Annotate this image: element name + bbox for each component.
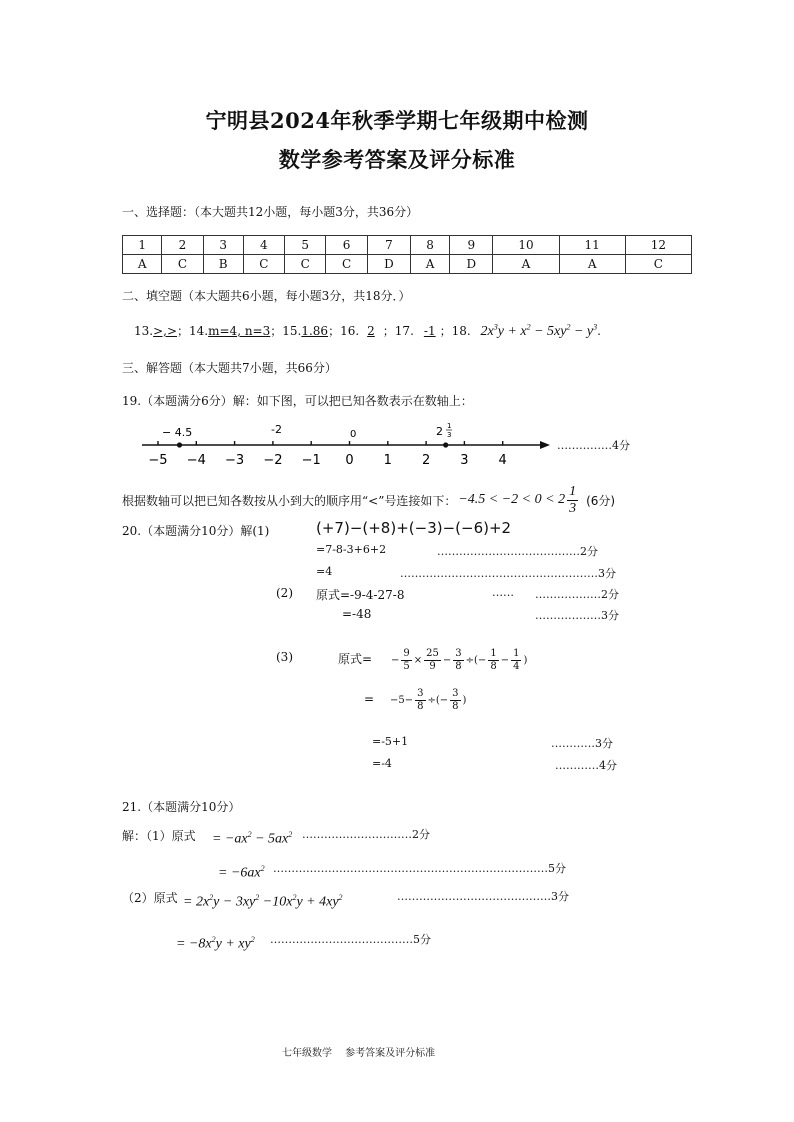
point-label-2-whole: 2: [436, 425, 443, 438]
fill-in-answers: [134, 322, 601, 340]
table-cell: 6: [326, 236, 367, 255]
q20-part1-line2: =7-8-3+6+2: [316, 543, 387, 556]
table-cell: 12: [625, 236, 691, 255]
point-label-minus-2: -2: [271, 423, 282, 436]
q20-part3-line3-score: …………3分: [551, 737, 613, 750]
q20-part3-equals: =: [364, 692, 375, 706]
table-cell: C: [625, 255, 691, 274]
q19-conclusion-text: 根据数轴可以把已知各数按从小到大的顺序用“<”号连接如下：: [122, 493, 457, 508]
close-paren: ): [462, 694, 467, 706]
q19-intro: 19.（本题满分6分）解：如下图，可以把已知各数表示在数轴上：: [122, 394, 473, 408]
q20-part3-line4-score: …………4分: [555, 759, 617, 772]
q14-answer: m=4, n=3: [208, 324, 271, 338]
point-2-1-3: [443, 442, 448, 447]
fraction-1-8: [488, 649, 498, 672]
number-line-tick-label: 3: [460, 453, 469, 468]
table-cell: C: [326, 255, 367, 274]
fraction-denominator: 8: [455, 660, 462, 672]
q20-part3-prefix: 原式=: [338, 652, 373, 666]
q16-prefix: ；16.: [328, 324, 360, 338]
fraction-1-4: [511, 649, 521, 672]
q20-part3-line2: [390, 683, 466, 717]
table-cell: C: [243, 255, 284, 274]
fraction-numerator: 1: [490, 647, 497, 659]
q20-part1-line3-score: ………………………………………………3分: [400, 567, 616, 580]
fraction-numerator: 3: [452, 687, 459, 699]
q18-end: .: [597, 324, 601, 338]
q21-part2-prefix: （2）原式: [122, 891, 178, 905]
answer-table: [122, 235, 692, 274]
q21-part2-line1-score: ……………………………………3分: [397, 890, 569, 903]
divide-open-paren: ÷(−: [465, 654, 487, 666]
answer-table-number-row: [123, 236, 692, 255]
q15-prefix: ；15.: [270, 324, 302, 338]
point-label-2-num: 1: [447, 422, 452, 430]
fraction-numerator: 3: [455, 647, 462, 659]
section1-heading: 一、选择题：（本大题共12小题，每小题3分，共36分）: [122, 205, 419, 219]
title-line-2: 数学参考答案及评分标准: [278, 147, 516, 172]
minus-sign: −: [442, 654, 452, 666]
q20-part1-line3: =4: [316, 565, 333, 578]
table-cell: 1: [123, 236, 162, 255]
fraction-25-9: [424, 649, 441, 672]
minus-sign: −: [500, 654, 510, 666]
q19-conclusion: [122, 480, 615, 520]
point-label-0: 0: [350, 429, 357, 440]
q19-score-line: ……………4分: [557, 439, 630, 452]
number-line-arrow: [540, 441, 550, 449]
q17-prefix: ；17.: [382, 324, 414, 338]
q20-part3-label: (3): [276, 650, 293, 664]
q21-label: 21.（本题满分10分）: [122, 800, 241, 814]
q20-label: 20.（本题满分10分）解(1): [122, 524, 270, 538]
q13-answer: >,>: [153, 324, 178, 338]
table-cell: C: [162, 255, 203, 274]
number-line-tick-label: −2: [263, 453, 283, 468]
table-cell: D: [367, 255, 410, 274]
point-minus-4-5: [177, 442, 182, 447]
fraction-3-8: [415, 689, 425, 712]
number-line-tick-label: 1: [383, 453, 392, 468]
number-line: [130, 418, 560, 470]
table-cell: B: [203, 255, 243, 274]
minus-sign: −: [391, 654, 400, 666]
q20-part2-line1-mid-dots: ……: [492, 586, 514, 599]
number-line-tick-label: 2: [421, 453, 431, 468]
table-cell: A: [410, 255, 449, 274]
q16-answer: 2: [367, 324, 375, 338]
times-sign: ×: [413, 654, 423, 666]
fraction-denominator: 3: [569, 500, 577, 516]
q21-part2-line2-score: …………………………………5分: [270, 933, 431, 946]
leading-term: −5−: [390, 694, 414, 706]
table-cell: A: [559, 255, 625, 274]
q20-part2-line2-score: ………………3分: [535, 609, 619, 622]
fraction-denominator: 8: [490, 660, 497, 672]
q19-order-expression: −4.5 < −2 < 0 < 2: [458, 492, 566, 507]
q13-prefix: 13.: [134, 324, 154, 338]
fraction-numerator: 1: [513, 647, 520, 659]
close-paren: ): [523, 654, 528, 666]
table-cell: D: [450, 255, 493, 274]
table-cell: A: [493, 255, 559, 274]
fraction-3-8: [450, 689, 460, 712]
number-line-tick-label: 0: [345, 453, 354, 468]
q20-part3-line4: =-4: [372, 757, 392, 770]
number-line-tick-label: 4: [498, 453, 507, 468]
q20-part3-line1: [391, 641, 527, 679]
divide-open-paren: ÷(−: [427, 694, 449, 706]
number-line-tick-label: −4: [186, 453, 206, 468]
section2-heading: 二、填空题（本大题共6小题，每小题3分，共18分．）: [122, 289, 411, 303]
point-label-minus-4-5: − 4.5: [162, 426, 193, 439]
q20-part2-line1: 原式=-9-4-27-8: [316, 588, 405, 602]
table-cell: 2: [162, 236, 203, 255]
fraction-9-5: [401, 649, 411, 672]
fraction-denominator: 9: [429, 660, 436, 672]
fraction-denominator: 4: [513, 660, 520, 672]
fraction-numerator: 1: [569, 483, 577, 499]
q20-part2-line2: =-48: [342, 607, 372, 621]
q18-prefix: ；18.: [439, 324, 471, 338]
table-cell: 7: [367, 236, 410, 255]
page-footer: 七年级数学 参考答案及评分标准: [282, 1048, 436, 1059]
q19-order-score: (6分): [586, 493, 616, 508]
fraction-3-8: [453, 649, 463, 672]
table-cell: 11: [559, 236, 625, 255]
fraction-denominator: 5: [403, 660, 410, 672]
q20-part1-expression: (+7)−(+8)+(−3)−(−6)+2: [316, 519, 512, 537]
q21-part2-line1-expression: = $2x^2y - 3xy^2 -10x^2y + 4xy^2$: [183, 893, 343, 910]
table-cell: 4: [243, 236, 284, 255]
q19-order-fraction: [567, 485, 578, 516]
fraction-numerator: 25: [426, 647, 439, 659]
q20-part2-line1-score: ………………2分: [535, 588, 619, 601]
q21-part1-line2-expression: = $-6ax^2$: [218, 864, 265, 881]
point-label-2-den: 3: [447, 431, 452, 439]
fraction-numerator: 3: [417, 687, 424, 699]
q17-answer: -1: [423, 324, 436, 338]
fraction-numerator: 9: [403, 647, 410, 659]
q15-answer: 1.86: [301, 324, 329, 338]
number-line-tick-label: −5: [148, 453, 168, 468]
q20-part2-label: (2): [276, 586, 293, 600]
q21-part1-line2-score: …………………………………………………………………5分: [273, 862, 566, 875]
table-cell: C: [285, 255, 326, 274]
number-line-tick-labels: [148, 453, 506, 468]
q14-prefix: ；14.: [177, 324, 209, 338]
fraction-denominator: 8: [452, 700, 459, 712]
fraction-denominator: 8: [417, 700, 424, 712]
table-cell: A: [123, 255, 162, 274]
q21-part2-line2-expression: = $-8x^2y + xy^2$: [176, 935, 255, 952]
number-line-tick-label: −1: [301, 453, 321, 468]
number-line-tick-label: −3: [225, 453, 245, 468]
q21-part1-line1-expression: = $-ax^2 - 5ax^2$: [212, 830, 293, 847]
table-cell: 10: [493, 236, 559, 255]
q21-part1-prefix: 解：（1）原式: [122, 829, 196, 843]
table-cell: 3: [203, 236, 243, 255]
q18-answer-expression: $2x^3y + x^2 - 5xy^2 - y^3$: [480, 322, 598, 339]
table-cell: 5: [285, 236, 326, 255]
q20-part3-line3: =-5+1: [372, 735, 409, 748]
title-line-1: 宁明县2024年秋季学期七年级期中检测: [205, 108, 589, 133]
q21-part1-line1-score: …………………………2分: [302, 828, 430, 841]
table-cell: 9: [450, 236, 493, 255]
table-cell: 8: [410, 236, 449, 255]
q20-part1-line2-score: …………………………………2分: [437, 545, 598, 558]
answer-table-answer-row: [123, 255, 692, 274]
section3-heading: 三、解答题（本大题共7小题，共66分）: [122, 361, 337, 375]
